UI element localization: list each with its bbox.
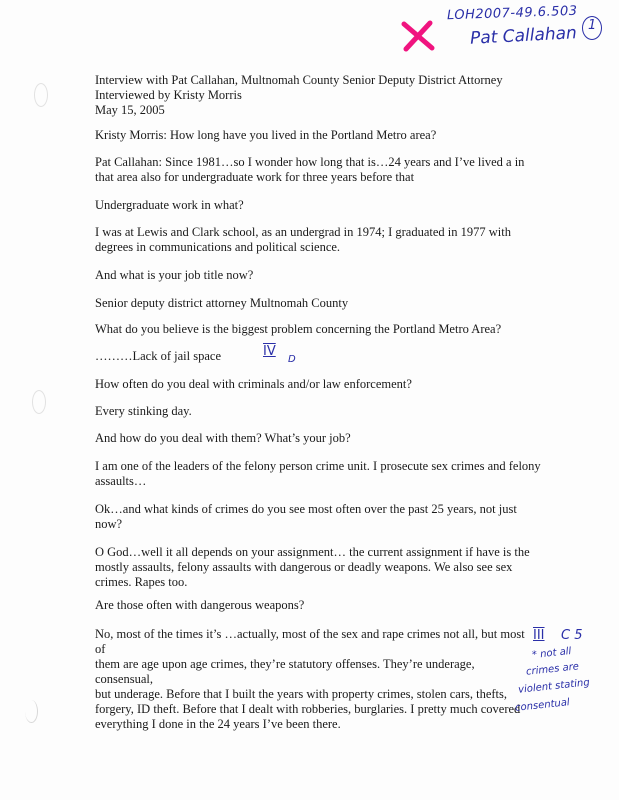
transcript-paragraph: How often do you deal with criminals and/or law enforcement? <box>95 377 412 391</box>
transcript-paragraph: And what is your job title now? <box>95 268 254 282</box>
punch-hole-bottom <box>25 700 38 723</box>
handwritten-name: Pat Callahan <box>469 23 578 49</box>
handwritten-margin-note: crimes are <box>525 661 580 678</box>
handwritten-margin-note: consentual <box>514 697 571 714</box>
interview-title: Interview with Pat Callahan, Multnomah County Senior Deputy District Attorney <box>95 73 503 87</box>
transcript-paragraph: Pat Callahan: Since 1981…so I wonder how long that is…24 years and I’ve lived a in that area also for undergraduate work for three years before that <box>95 155 525 184</box>
transcript-paragraph: No, most of the times it’s …actually, most of the sex and rape crimes not all, but most of them are age upon age crimes, they’re statutory offenses. They’re underage, consensual, but underage. Before that I built the years with property crimes, stolen cars, thefts, forgery, ID theft. Before that I dealt with robberies, burglaries. I pretty much covered everything I done in the 24 years I’ve been there. <box>95 627 525 731</box>
punch-hole-top <box>34 83 48 107</box>
transcript-paragraph: O God…well it all depends on your assignment… the current assignment if have is the mostly assaults, felony assaults with dangerous or deadly weapons. We also see sex crimes. Rapes too. <box>95 545 530 589</box>
interviewer-line: Interviewed by Kristy Morris <box>95 88 242 102</box>
handwritten-page-number: 1 <box>588 18 597 33</box>
transcript-paragraph: Undergraduate work in what? <box>95 198 244 212</box>
transcript-paragraph: Kristy Morris: How long have you lived in the Portland Metro area? <box>95 128 437 142</box>
transcript-paragraph: ………Lack of jail space <box>95 349 221 363</box>
transcript-paragraph: Senior deputy district attorney Multnomah County <box>95 296 349 310</box>
handwritten-code-iv: IV <box>263 344 276 359</box>
transcript-paragraph: What do you believe is the biggest problem concerning the Portland Metro Area? <box>95 322 502 336</box>
transcript-paragraph: And how do you deal with them? What’s your job? <box>95 431 351 445</box>
punch-hole-middle <box>32 390 46 414</box>
transcript-paragraph: I am one of the leaders of the felony person crime unit. I prosecute sex crimes and felony assaults… <box>95 459 541 488</box>
interview-date: May 15, 2005 <box>95 103 165 117</box>
transcript-paragraph: Ok…and what kinds of crimes do you see most often over the past 25 years, not just now? <box>95 502 517 531</box>
handwritten-catalog-number: LOH2007-49.6.503 <box>446 3 578 24</box>
transcript-paragraph: I was at Lewis and Clark school, as an undergrad in 1974; I graduated in 1977 with degrees in communications and political science. <box>95 225 511 254</box>
pink-x-mark-icon <box>400 20 436 52</box>
handwritten-code-c5: C 5 <box>561 628 583 643</box>
transcript-paragraph: Every stinking day. <box>95 404 192 418</box>
handwritten-code-d: D <box>288 354 296 365</box>
handwritten-margin-note: * not all <box>531 645 572 662</box>
transcript-paragraph: Are those often with dangerous weapons? <box>95 598 305 612</box>
handwritten-margin-note: violent stating <box>517 677 591 696</box>
handwritten-code-iii: III <box>533 628 545 643</box>
